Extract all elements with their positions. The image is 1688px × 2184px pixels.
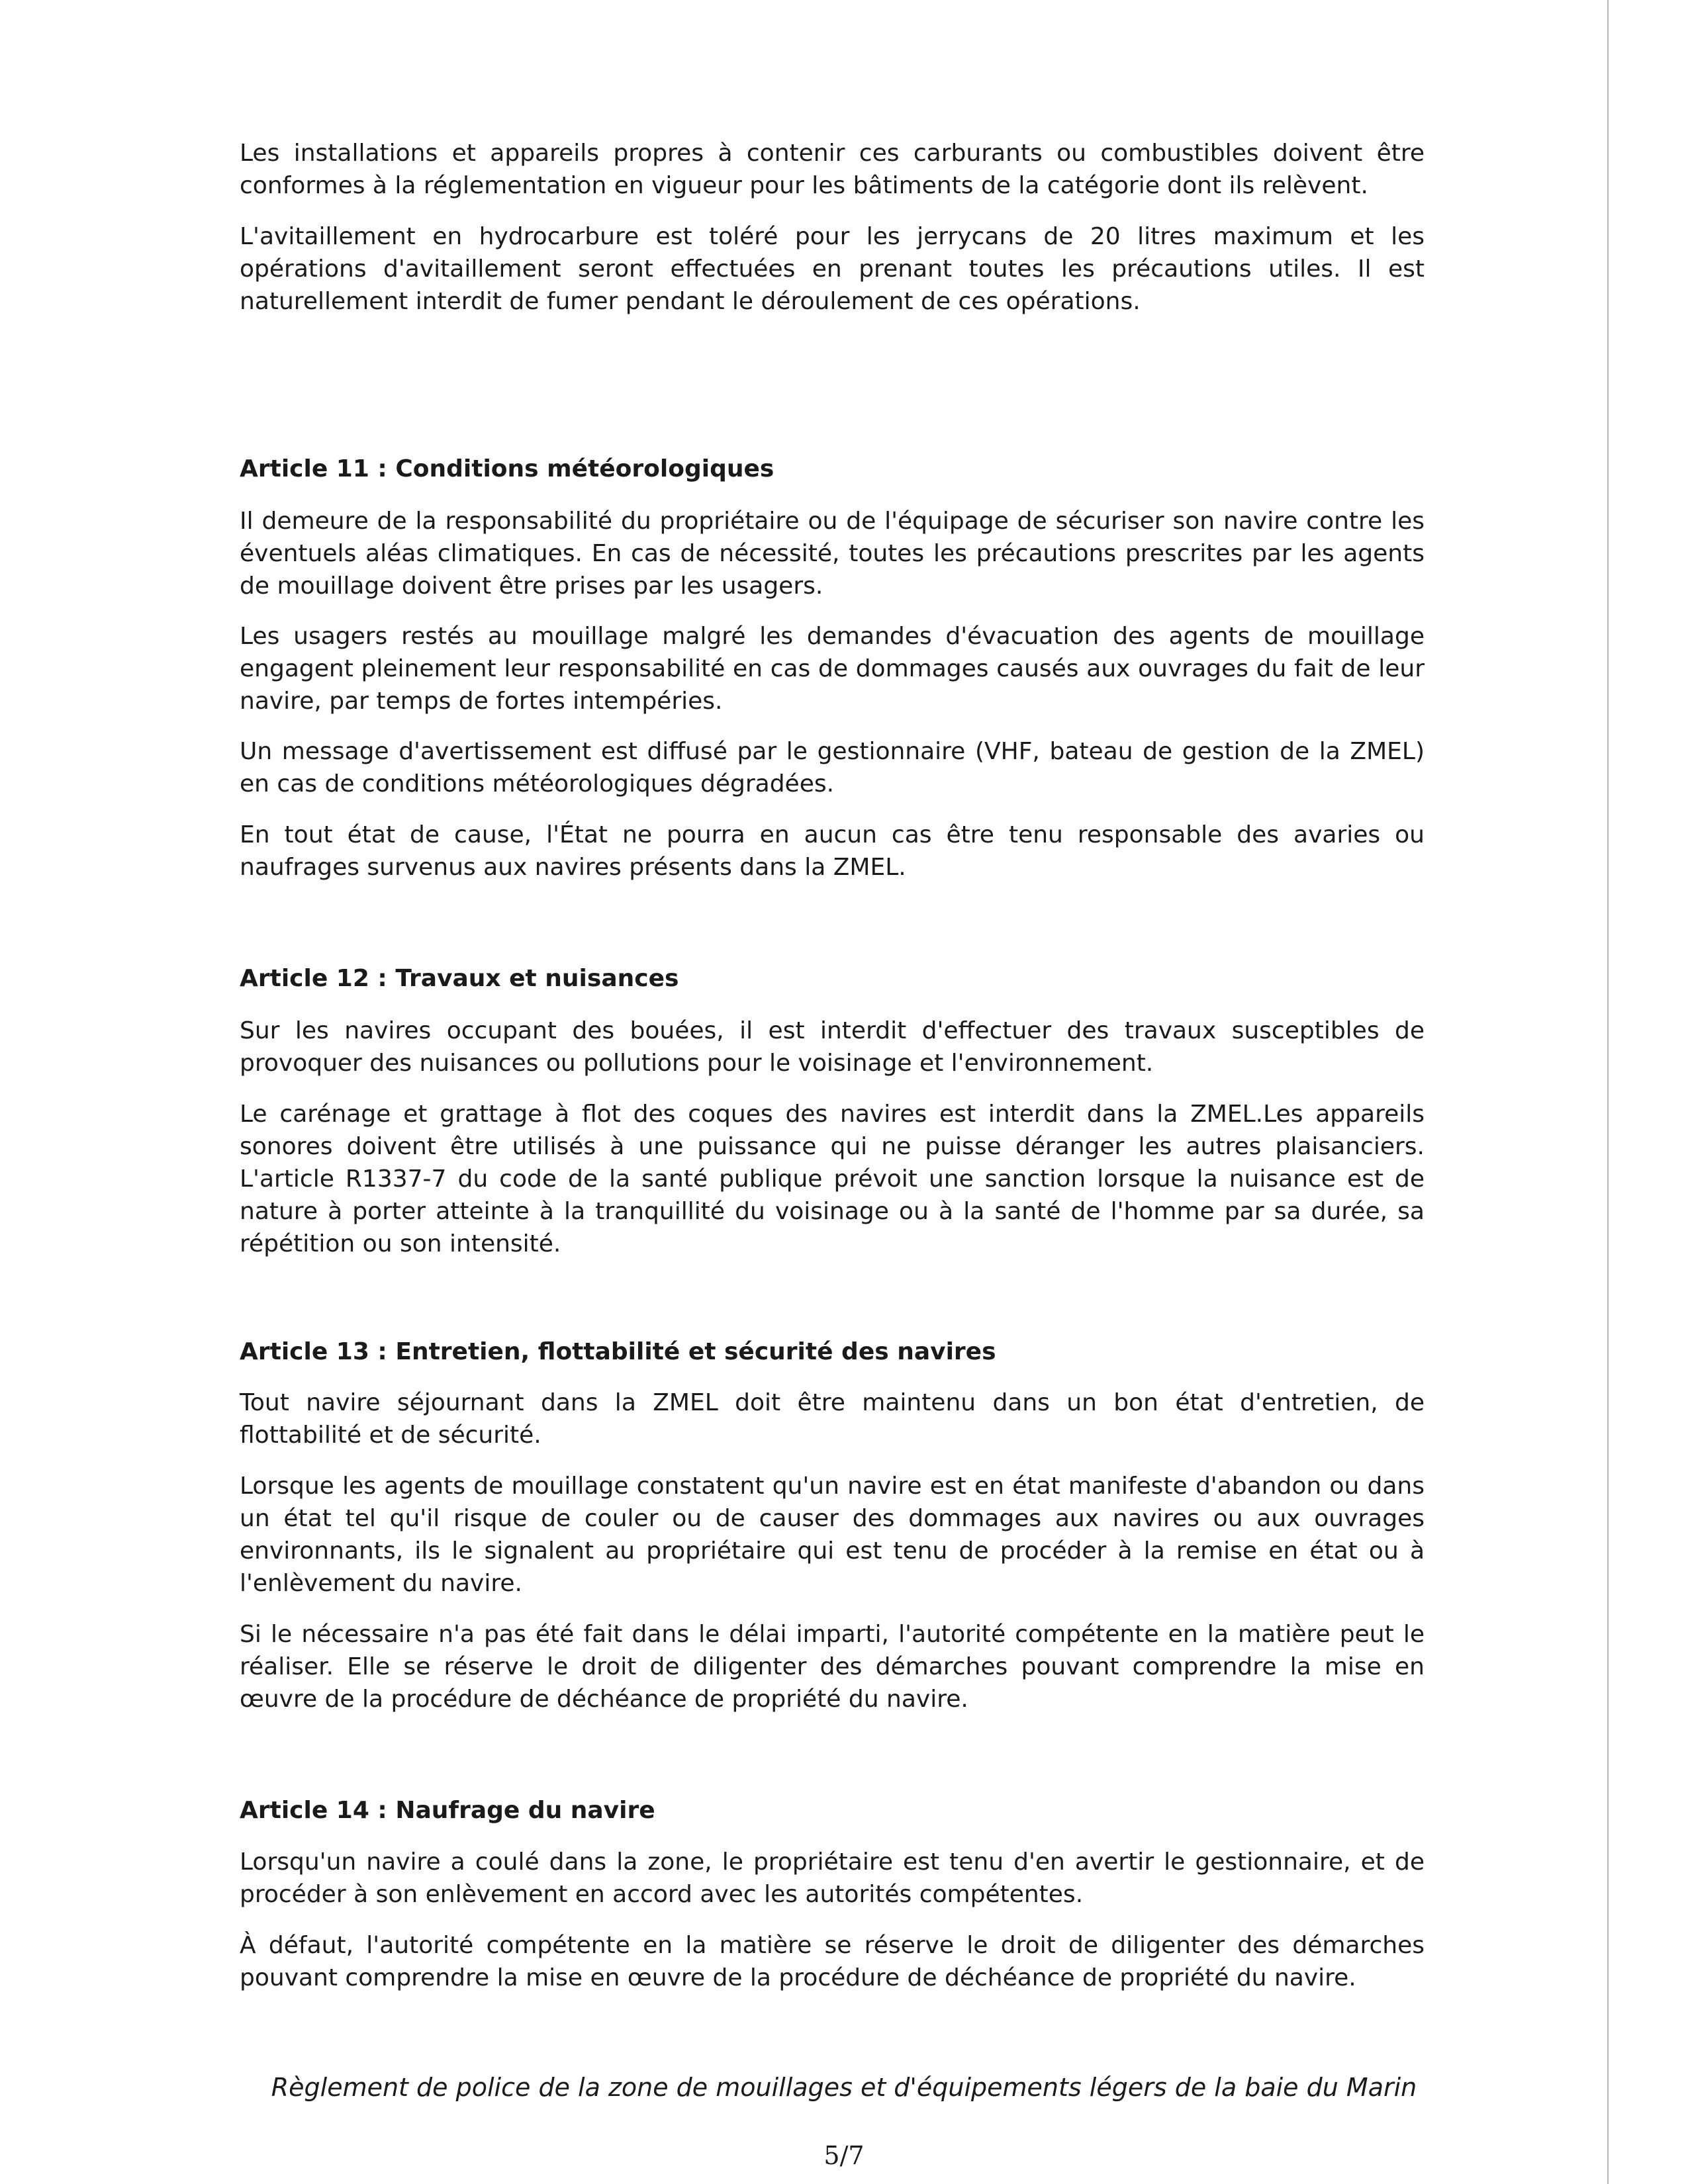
- article-12-heading: Article 12 : Travaux et nuisances: [240, 965, 679, 992]
- paragraph-text: Lorsqu'un navire a coulé dans la zone, le propriétaire est tenu d'en avertir le gestionnaire, et de procéder à son enlèvement en accord avec les autorités compétentes.: [240, 1848, 1425, 1908]
- paragraph-text: Lorsque les agents de mouillage constatent qu'un navire est en état manifeste d'abandon ou dans un état tel qu'il risque de couler ou de causer des dommages aux navires ou aux ouvrages environnants, ils le signalent au propriétaire qui est tenu de procéder à la remise en état ou à l'enlèvement du navire.: [240, 1473, 1425, 1597]
- paragraph-text: Les usagers restés au mouillage malgré les demandes d'évacuation des agents de mouillage engagent pleinement leur responsabilité en cas de dommages causés aux ouvrages du fait de leur navire, par temps de fortes intempéries.: [240, 623, 1425, 715]
- article-11-paragraph-1: [240, 505, 1425, 602]
- article-11-paragraph-3: [240, 735, 1425, 800]
- paragraph-text: Le carénage et grattage à flot des coques des navires est interdit dans la ZMEL.Les appareils sonores doivent être utilisés à une puissance qui ne puisse déranger les autres plaisanciers. L'article R1337-7 du code de la santé publique prévoit une sanction lorsque la nuisance est de nature à porter atteinte à la tranquillité du voisinage ou à la santé de l'homme par sa durée, sa répétition ou son intensité.: [240, 1101, 1425, 1257]
- intro-paragraph-1: [240, 137, 1425, 202]
- intro-paragraph-2: [240, 220, 1425, 318]
- footer-document-title: Règlement de police de la zone de mouillages et d'équipements légers de la baie du Marin: [271, 2073, 1417, 2102]
- article-11-paragraph-4: [240, 819, 1425, 884]
- article-11-heading: Article 11 : Conditions météorologiques: [240, 455, 774, 482]
- article-12-heading-block: [240, 962, 1425, 995]
- article-12-paragraph-2: [240, 1098, 1425, 1260]
- paragraph-text: Sur les navires occupant des bouées, il est interdit d'effectuer des travaux susceptibles de provoquer des nuisances ou pollutions pour le voisinage et l'environnement.: [240, 1017, 1425, 1077]
- article-13-heading-block: [240, 1336, 1425, 1368]
- article-11-heading-block: [240, 453, 1425, 485]
- paragraph-text: En tout état de cause, l'État ne pourra en aucun cas être tenu responsable des avaries ou naufrages survenus aux navires présents dans la ZMEL.: [240, 821, 1425, 881]
- paragraph-text: Il demeure de la responsabilité du propriétaire ou de l'équipage de sécuriser son navire contre les éventuels aléas climatiques. En cas de nécessité, toutes les précautions prescrites par les agents de mouillage doivent être prises par les usagers.: [240, 508, 1425, 600]
- paragraph-text: Les installations et appareils propres à contenir ces carburants ou combustibles doivent être conformes à la réglementation en vigueur pour les bâtiments de la catégorie dont ils relèvent.: [240, 140, 1425, 199]
- article-13-heading: Article 13 : Entretien, flottabilité et sécurité des navires: [240, 1338, 996, 1365]
- page-number: 5/7: [823, 2141, 865, 2170]
- paragraph-text: Tout navire séjournant dans la ZMEL doit être maintenu dans un bon état d'entretien, de flottabilité et de sécurité.: [240, 1389, 1425, 1449]
- article-13-paragraph-2: [240, 1470, 1425, 1600]
- paragraph-text: À défaut, l'autorité compétente en la matière se réserve le droit de diligenter des démarches pouvant comprendre la mise en œuvre de la procédure de déchéance de propriété du navire.: [240, 1932, 1425, 1991]
- paragraph-text: L'avitaillement en hydrocarbure est toléré pour les jerrycans de 20 litres maximum et les opérations d'avitaillement seront effectuées en prenant toutes les précautions utiles. Il est naturellement interdit de fumer pendant le déroulement de ces opérations.: [240, 223, 1425, 315]
- article-13-paragraph-3: [240, 1618, 1425, 1715]
- article-14-heading-block: [240, 1794, 1425, 1827]
- article-13-paragraph-1: [240, 1387, 1425, 1451]
- article-12-paragraph-1: [240, 1015, 1425, 1079]
- article-11-paragraph-2: [240, 620, 1425, 717]
- article-14-paragraph-2: [240, 1929, 1425, 1994]
- paragraph-text: Si le nécessaire n'a pas été fait dans le délai imparti, l'autorité compétente en la matière peut le réaliser. Elle se réserve le droit de diligenter des démarches pouvant comprendre la mise en œuvre de la procédure de déchéance de propriété du navire.: [240, 1621, 1425, 1713]
- article-14-heading: Article 14 : Naufrage du navire: [240, 1797, 655, 1824]
- scan-edge-line: [1607, 0, 1609, 2184]
- paragraph-text: Un message d'avertissement est diffusé par le gestionnaire (VHF, bateau de gestion de la ZMEL) en cas de conditions météorologiques dégradées.: [240, 738, 1425, 797]
- article-14-paragraph-1: [240, 1846, 1425, 1911]
